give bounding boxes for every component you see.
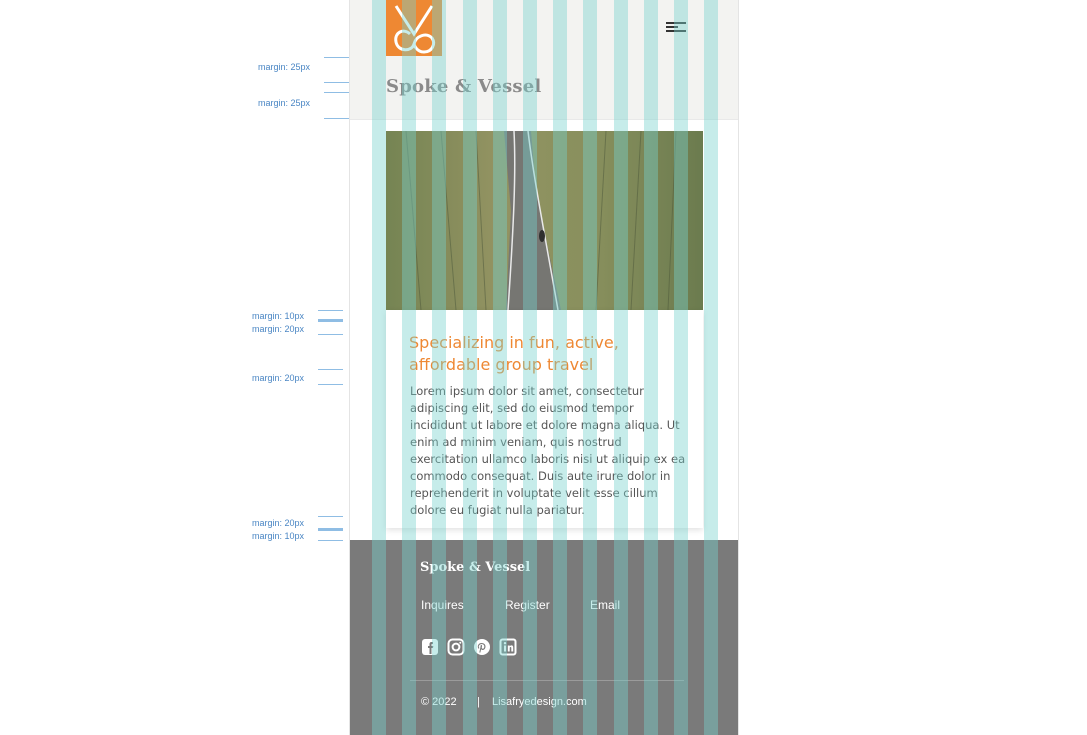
intro-card [386, 310, 703, 528]
guide-line [324, 118, 349, 119]
guide-line [318, 384, 343, 385]
pinterest-icon[interactable] [473, 638, 491, 656]
guide-line [318, 516, 343, 517]
guide-line [318, 334, 343, 335]
guide-line [318, 369, 343, 370]
vs-monogram-logo[interactable] [386, 0, 442, 56]
guide-line [324, 92, 349, 93]
guide-line [324, 82, 349, 83]
guide-line [318, 540, 343, 541]
footer-brand: Spoke & Vessel [420, 560, 531, 575]
margin-annotation: margin: 10px [252, 531, 305, 541]
site-header [350, 0, 738, 120]
aerial-forest-road-photo [386, 131, 703, 310]
guide-line [318, 319, 343, 322]
margin-annotation: margin: 25px [258, 98, 311, 108]
footer-divider [410, 680, 684, 681]
margin-annotation: margin: 20px [252, 518, 305, 528]
guide-line [318, 310, 343, 311]
hamburger-menu-icon[interactable] [666, 20, 686, 36]
linkedin-icon[interactable] [499, 638, 517, 656]
margin-annotation: margin: 20px [252, 373, 305, 383]
card-title: Specializing in fun, active, affordable group travel [409, 333, 619, 374]
site-footer [350, 540, 738, 735]
instagram-icon[interactable] [447, 638, 465, 656]
footer-link-inquires[interactable]: Inquires [421, 598, 464, 612]
footer-link-register[interactable]: Register [505, 598, 550, 612]
site-brand-title[interactable]: Spoke & Vessel [386, 76, 542, 97]
margin-annotation: margin: 10px [252, 311, 305, 321]
mobile-page [349, 0, 739, 735]
footer-separator: | [477, 696, 480, 708]
facebook-icon[interactable] [421, 638, 439, 656]
card-body-text: Lorem ipsum dolor sit amet, consectetur adipiscing elit, sed do eiusmod tempor incididunt ut labore et dolore magna aliqua. Ut enim ad minim veniam, quis nostrud exercitation ullamco laboris nisi ut aliquip ex ea commodo consequat. Duis aute irure dolor in reprehenderit in voluptate velit esse cillum dolore eu fugiat nulla pariatur. [410, 384, 686, 517]
footer-link-email[interactable]: Email [590, 598, 621, 612]
guide-line [324, 57, 349, 58]
copyright-text: © 2022 [421, 696, 457, 708]
margin-annotation: margin: 25px [258, 62, 311, 72]
margin-annotation: margin: 20px [252, 324, 305, 334]
designer-site-link[interactable]: Lisafryedesign.com [492, 696, 587, 708]
hero-image [386, 131, 703, 310]
guide-line [318, 528, 343, 531]
